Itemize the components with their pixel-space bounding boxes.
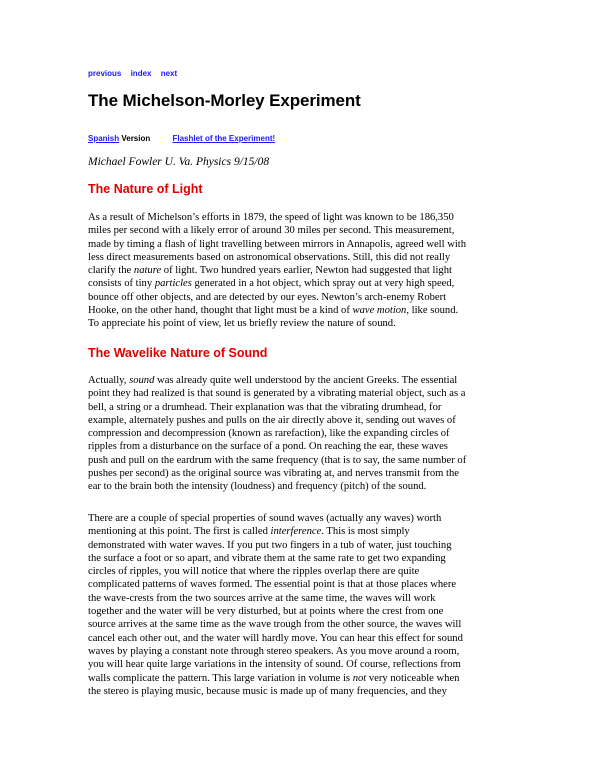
previous-link[interactable]: previous <box>88 69 122 78</box>
text-line <box>88 565 540 578</box>
text-line <box>88 685 540 698</box>
paragraph-interference <box>88 512 540 698</box>
text-run: very noticeable when <box>366 672 460 684</box>
emphasis-text: particles <box>154 278 192 290</box>
text-line <box>88 211 540 224</box>
text-line <box>88 387 540 400</box>
text-run: generated in a hot object, which spray out at very high speed, <box>191 278 455 290</box>
text-line <box>88 480 540 493</box>
text-line <box>88 618 540 631</box>
text-line <box>88 440 540 453</box>
paragraph-sound <box>88 374 540 494</box>
emphasis-text: interference <box>270 526 322 538</box>
text-run: miles per second with a likely error of around 30 miles per second. This measurement, <box>88 225 455 237</box>
text-line <box>88 672 540 685</box>
text-line <box>88 401 540 414</box>
text-line <box>88 512 540 525</box>
section-heading-nature-of-light: The Nature of Light <box>88 182 203 196</box>
text-line <box>88 277 540 290</box>
text-run: point they had realized is that sound is generated by a vibrating material object, such as a <box>88 388 466 400</box>
text-run: example, alternately pushes and pulls on the air directly above it, sending out waves of <box>88 414 456 426</box>
spanish-link[interactable]: Spanish <box>88 134 120 143</box>
text-run: waves by playing a constant note through stereo speakers. As you move around a room, <box>88 645 460 657</box>
text-run: ripples from a disturbance on the surface of a pond. On reaching the ear, these waves <box>88 441 448 453</box>
text-run: To appreciate his point of view, let us briefly review the nature of sound. <box>88 318 396 330</box>
text-line <box>88 224 540 237</box>
text-run: There are a couple of special properties of sound waves (actually any waves) worth <box>88 513 442 524</box>
text-line <box>88 238 540 251</box>
text-line <box>88 304 540 317</box>
text-run: mentioning at this point. The first is called <box>88 526 271 538</box>
flashlet-link[interactable]: Flashlet of the Experiment! <box>172 134 276 143</box>
text-run: complicated patterns of waves formed. The essential point is that at those places where <box>88 579 457 591</box>
version-links <box>88 134 275 143</box>
text-line <box>88 251 540 264</box>
index-link[interactable]: index <box>130 69 152 78</box>
text-line <box>88 552 540 565</box>
text-run: walls complicate the pattern. This large variation in volume is <box>88 672 353 684</box>
text-line <box>88 525 540 538</box>
text-run: was already quite well understood by the ancient Greeks. The essential <box>154 375 458 386</box>
text-line <box>88 632 540 645</box>
text-run: pushes per second) as the original source was vibrating at, and nerves transmit from the <box>88 468 459 480</box>
text-line <box>88 578 540 591</box>
text-line <box>88 645 540 658</box>
text-line <box>88 374 540 387</box>
text-run: made by timing a flash of light travelling between mirrors in Annapolis, agreed well with <box>88 238 467 250</box>
text-run: circles of ripples, you will notice that where the ripples overlap there are quite <box>88 566 420 578</box>
text-run: you will hear quite large variations in the intensity of sound. Of course, reflections from <box>88 659 461 671</box>
text-run: push and pull on the eardrum with the same frequency (that is to say, the same number of <box>88 454 467 466</box>
text-line <box>88 454 540 467</box>
text-line <box>88 467 540 480</box>
text-run: ear to the brain both the intensity (loudness) and frequency (pitch) of the sound. <box>88 481 427 493</box>
emphasis-text: nature <box>133 265 162 277</box>
text-run: Hooke, on the other hand, thought that light must be a kind of <box>88 305 353 317</box>
text-line <box>88 658 540 671</box>
text-run: the stereo is playing music, because music is made up of many frequencies, and they <box>88 685 447 697</box>
emphasis-text: wave motion <box>352 305 407 317</box>
text-run: the wave-crests from the two sources arrive at the same time, the waves will work <box>88 592 436 604</box>
text-line <box>88 427 540 440</box>
emphasis-text: not <box>352 672 367 684</box>
text-line <box>88 264 540 277</box>
section-heading-wavelike-sound: The Wavelike Nature of Sound <box>88 346 268 360</box>
text-run: together and the water will be very disturbed, but at points where the crest from one <box>88 606 444 618</box>
text-run: . This is most simply <box>321 526 410 538</box>
text-run: source arrives at the same time as the wave trough from the other source, the waves will <box>88 619 462 631</box>
text-run: less direct measurements based on astronomical observations. Still, this did not really <box>88 251 451 263</box>
text-line <box>88 539 540 552</box>
emphasis-text: sound <box>129 375 155 386</box>
nav-links <box>88 69 184 78</box>
version-label: Version <box>119 134 151 143</box>
text-run: bell, a string or a drumhead. Their explanation was that the vibrating drumhead, for <box>88 401 442 413</box>
page-title: The Michelson-Morley Experiment <box>88 91 361 110</box>
text-run: compression and decompression (known as rarefaction), like the expanding circles of <box>88 428 450 440</box>
text-run: clarify the <box>88 265 134 277</box>
text-run: cancel each other out, and the water will hardly move. You can hear this effect for sound <box>88 632 463 644</box>
text-line <box>88 592 540 605</box>
text-line <box>88 291 540 304</box>
next-link[interactable]: next <box>160 69 178 78</box>
text-run: consists of tiny <box>88 278 155 290</box>
text-run: of light. Two hundred years earlier, Newton had suggested that light <box>161 265 452 277</box>
paragraph-nature-of-light <box>88 211 540 331</box>
text-run: , like sound. <box>406 305 459 317</box>
text-run: bounce off other objects, and are detected by our eyes. Newton’s arch-enemy Robert <box>88 291 447 303</box>
text-line <box>88 317 540 330</box>
text-line <box>88 414 540 427</box>
text-run: Actually, <box>88 375 130 386</box>
text-line <box>88 605 540 618</box>
text-run: demonstrated with water waves. If you put two fingers in a tub of water, just touching <box>88 539 452 551</box>
text-run: the surface a foot or so apart, and vibrate them at the same rate to get two expanding <box>88 552 446 564</box>
text-run: As a result of Michelson’s efforts in 1879, the speed of light was known to be 186,350 <box>88 212 454 223</box>
author-line: Michael Fowler U. Va. Physics 9/15/08 <box>88 156 270 168</box>
